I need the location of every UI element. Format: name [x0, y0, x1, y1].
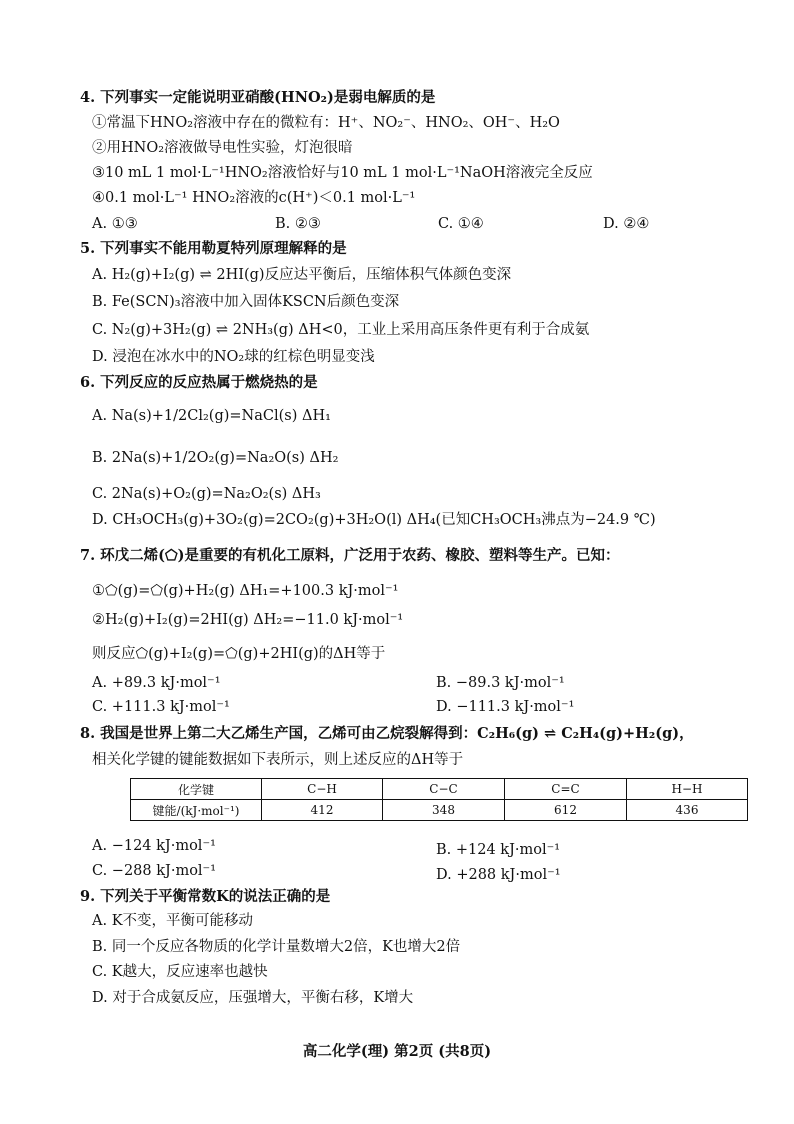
question-9-stem: 9. 下列关于平衡常数K的说法正确的是: [80, 888, 331, 905]
question-6-option-a[interactable]: A. Na(s)+1/2Cl₂(g)=NaCl(s) ΔH₁: [92, 408, 331, 424]
question-7-given-2: ②H₂(g)+I₂(g)=2HI(g) ΔH₂=−11.0 kJ·mol⁻¹: [92, 612, 404, 628]
question-4-option-a[interactable]: A. ①③: [92, 216, 138, 232]
question-4-statement-1: ①常温下HNO₂溶液中存在的微粒有：H⁺、NO₂⁻、HNO₂、OH⁻、H₂O: [92, 115, 560, 131]
question-6-option-c[interactable]: C. 2Na(s)+O₂(g)=Na₂O₂(s) ΔH₃: [92, 486, 321, 502]
question-5-option-c[interactable]: C. N₂(g)+3H₂(g) ⇌ 2NH₃(g) ΔH<0，工业上采用高压条件更有利于合成氨: [92, 322, 590, 338]
question-5-option-b[interactable]: B. Fe(SCN)₃溶液中加入固体KSCN后颜色变深: [92, 294, 400, 310]
question-4-option-c[interactable]: C. ①④: [438, 216, 484, 232]
question-4-statement-3: ③10 mL 1 mol·L⁻¹HNO₂溶液恰好与10 mL 1 mol·L⁻¹NaOH溶液完全反应: [92, 165, 593, 181]
question-7-given-1: ①⬠(g)=⬠(g)+H₂(g) ΔH₁=+100.3 kJ·mol⁻¹: [92, 583, 399, 599]
question-5-stem: 5. 下列事实不能用勒夏特列原理解释的是: [80, 240, 347, 257]
question-6-option-b[interactable]: B. 2Na(s)+1/2O₂(g)=Na₂O(s) ΔH₂: [92, 450, 339, 466]
table-header-cell: 化学键: [131, 779, 262, 800]
table-header-cell: C−C: [383, 779, 505, 800]
question-7-stem: 7. 环戊二烯(⬠)是重要的有机化工原料，广泛用于农药、橡胶、塑料等生产。已知：: [80, 547, 620, 564]
question-7-option-b[interactable]: B. −89.3 kJ·mol⁻¹: [436, 675, 565, 691]
question-6-stem: 6. 下列反应的反应热属于燃烧热的是: [80, 374, 318, 391]
question-4-statement-4: ④0.1 mol·L⁻¹ HNO₂溶液的c(H⁺)＜0.1 mol·L⁻¹: [92, 190, 416, 206]
table-cell: 436: [627, 800, 748, 821]
table-header-cell: C=C: [505, 779, 627, 800]
table-cell: 348: [383, 800, 505, 821]
question-5-option-d[interactable]: D. 浸泡在冰水中的NO₂球的红棕色明显变浅: [92, 349, 375, 365]
question-8-option-a[interactable]: A. −124 kJ·mol⁻¹: [92, 838, 216, 854]
question-4-option-d[interactable]: D. ②④: [603, 216, 650, 232]
question-8-option-c[interactable]: C. −288 kJ·mol⁻¹: [92, 863, 217, 879]
question-9-option-b[interactable]: B. 同一个反应各物质的化学计量数增大2倍，K也增大2倍: [92, 939, 461, 955]
question-7-option-c[interactable]: C. +111.3 kJ·mol⁻¹: [92, 699, 230, 715]
question-4-stem: 4. 下列事实一定能说明亚硝酸(HNO₂)是弱电解质的是: [80, 89, 436, 106]
question-8-context: 相关化学键的键能数据如下表所示，则上述反应的ΔH等于: [92, 752, 464, 768]
table-header-cell: C−H: [262, 779, 383, 800]
question-9-option-d[interactable]: D. 对于合成氨反应，压强增大，平衡右移，K增大: [92, 990, 414, 1006]
bond-energy-table: [130, 778, 748, 821]
table-header-cell: H−H: [627, 779, 748, 800]
question-9-option-c[interactable]: C. K越大，反应速率也越快: [92, 964, 268, 980]
question-8-option-d[interactable]: D. +288 kJ·mol⁻¹: [436, 867, 561, 883]
question-4-option-b[interactable]: B. ②③: [275, 216, 321, 232]
question-5-option-a[interactable]: A. H₂(g)+I₂(g) ⇌ 2HI(g)反应达平衡后，压缩体积气体颜色变深: [92, 267, 512, 283]
question-7-option-a[interactable]: A. +89.3 kJ·mol⁻¹: [92, 675, 221, 691]
question-8-option-b[interactable]: B. +124 kJ·mol⁻¹: [436, 842, 561, 858]
question-7-prompt: 则反应⬠(g)+I₂(g)=⬠(g)+2HI(g)的ΔH等于: [92, 646, 386, 662]
question-8-stem: 8. 我国是世界上第二大乙烯生产国，乙烯可由乙烷裂解得到：C₂H₆(g) ⇌ C₂H₄(g)+H₂(g)，: [80, 725, 694, 742]
table-header-row: [131, 779, 748, 800]
question-7-option-d[interactable]: D. −111.3 kJ·mol⁻¹: [436, 699, 575, 715]
question-9-option-a[interactable]: A. K不变，平衡可能移动: [92, 913, 254, 929]
page-footer: 高二化学(理) 第2页 (共8页): [302, 1043, 492, 1060]
table-cell: 612: [505, 800, 627, 821]
table-cell: 412: [262, 800, 383, 821]
table-row: [131, 800, 748, 821]
table-cell: 键能/(kJ·mol⁻¹): [131, 800, 262, 821]
question-6-option-d[interactable]: D. CH₃OCH₃(g)+3O₂(g)=2CO₂(g)+3H₂O(l) ΔH₄(已知CH₃OCH₃沸点为−24.9 ℃): [92, 512, 656, 528]
question-4-statement-2: ②用HNO₂溶液做导电性实验，灯泡很暗: [92, 140, 353, 156]
